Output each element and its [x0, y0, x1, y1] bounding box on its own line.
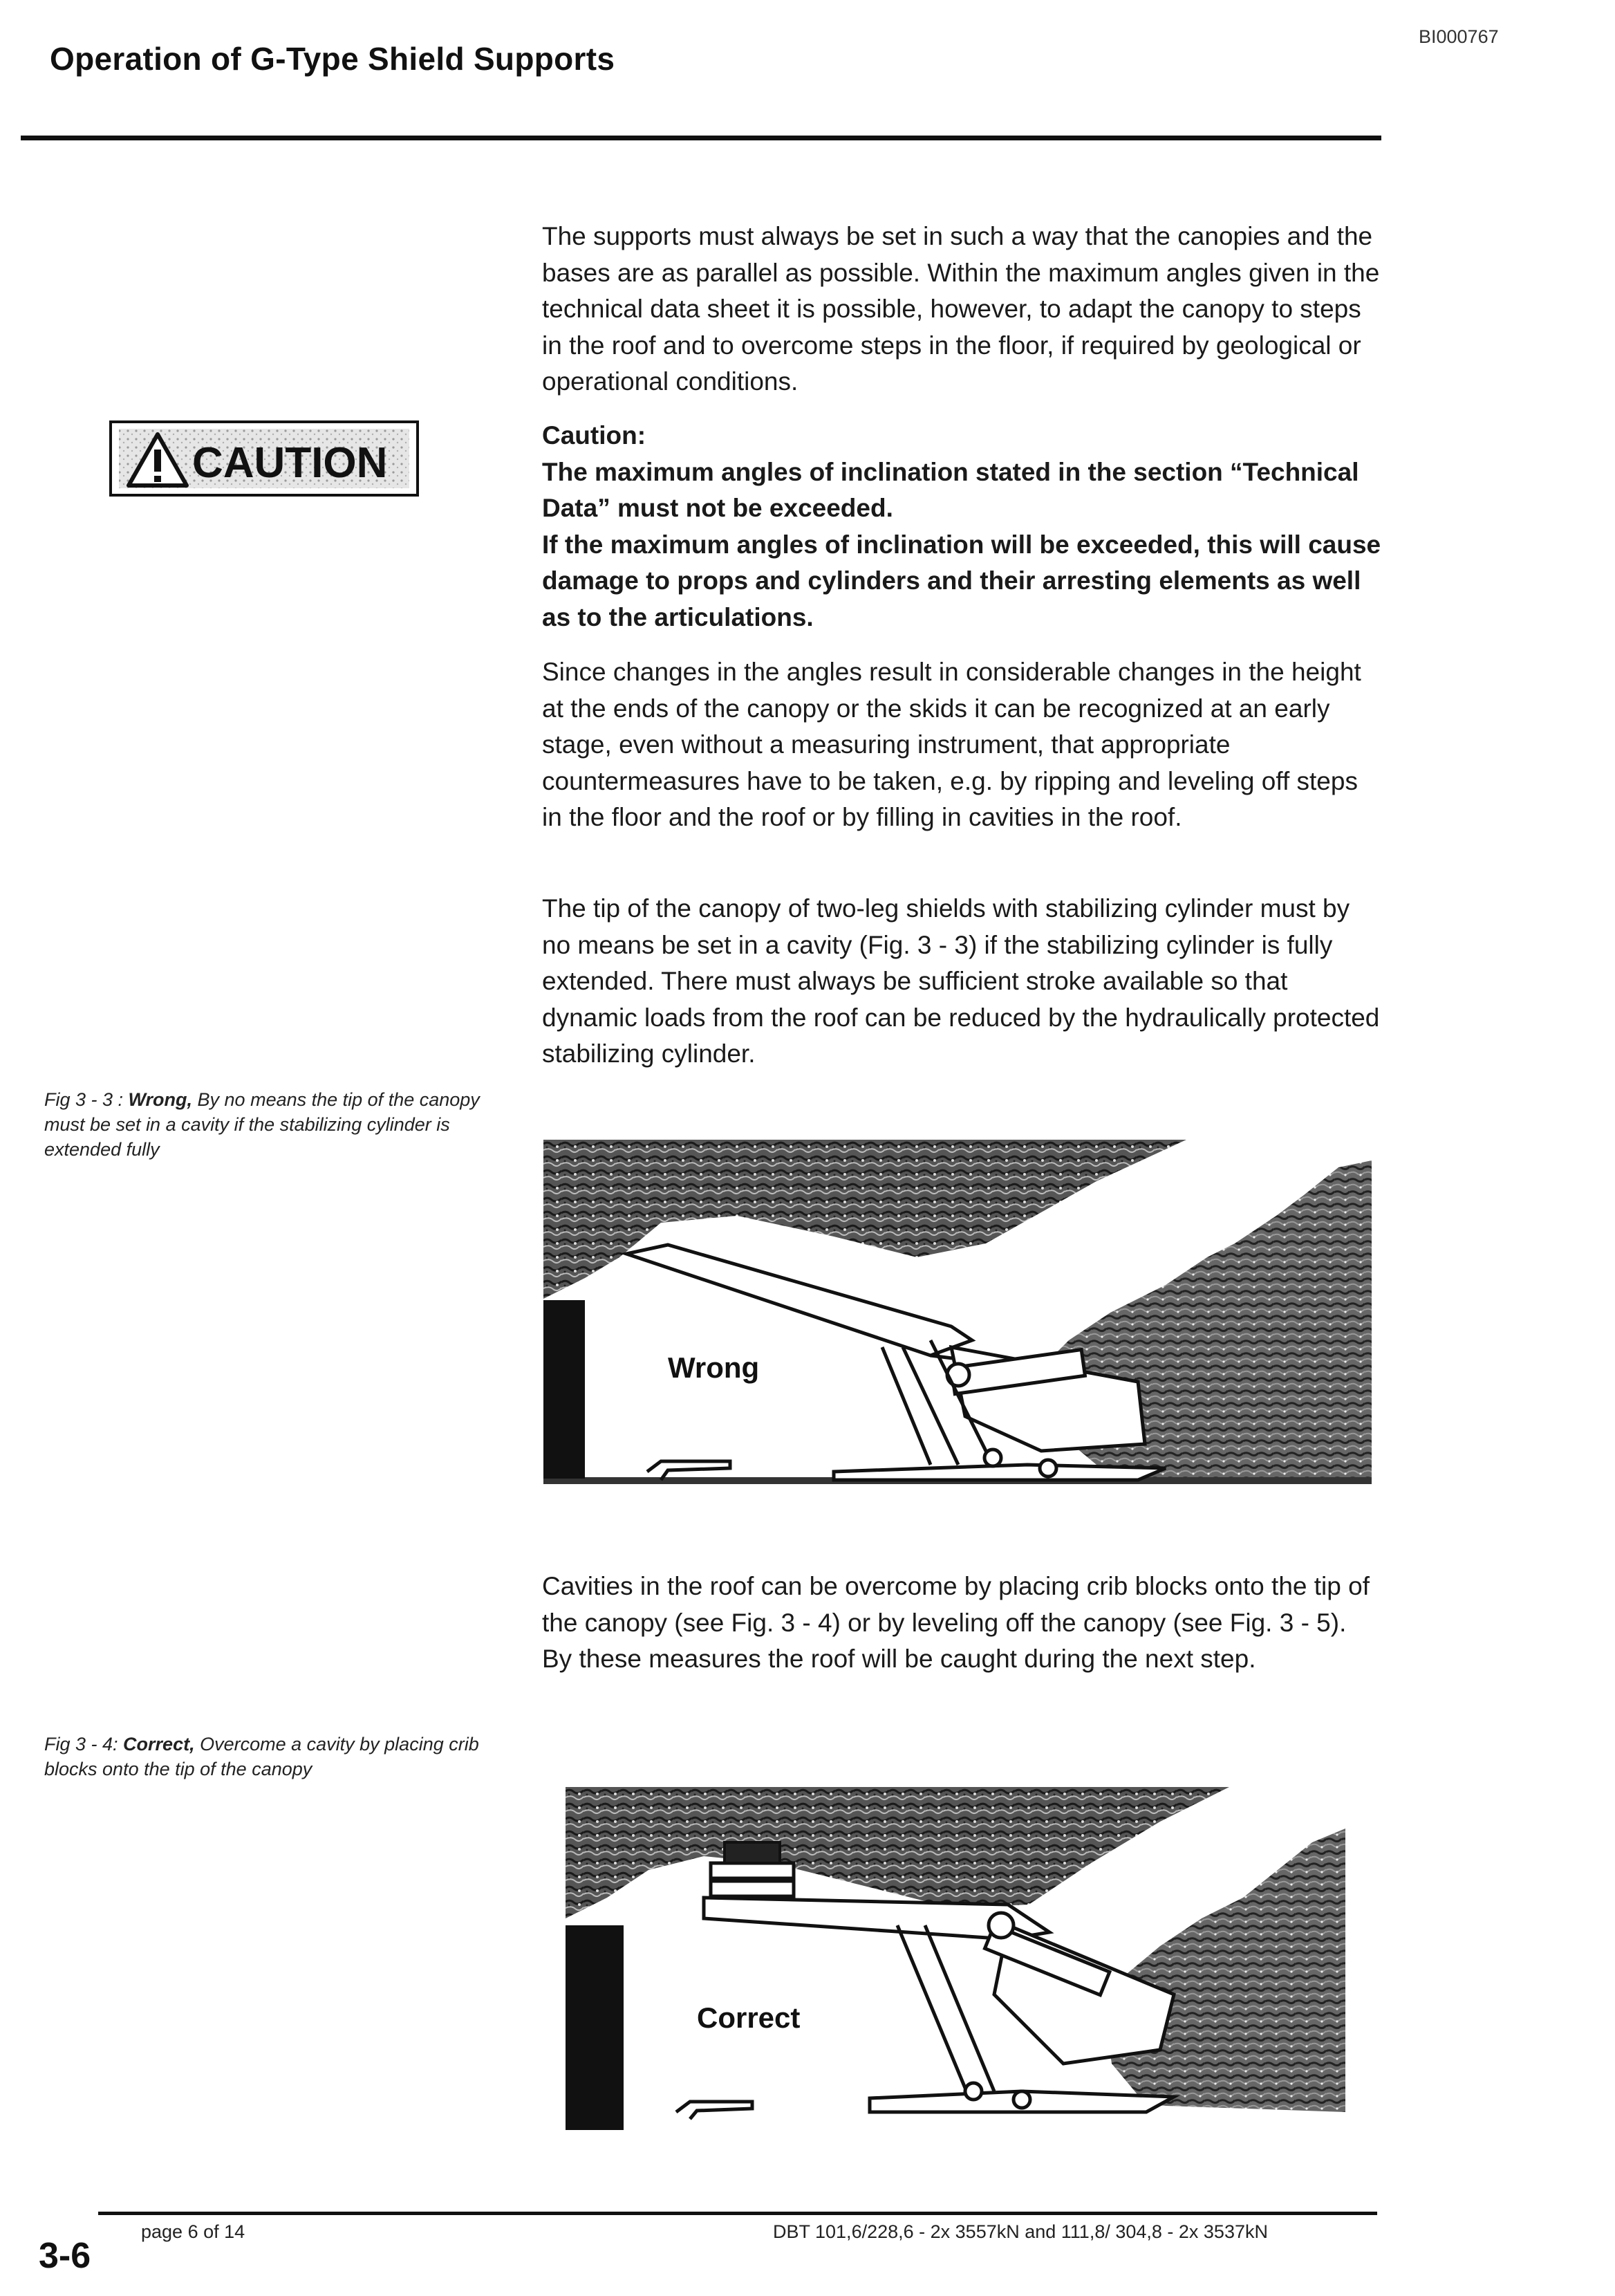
caption-prefix: Fig 3 - 3 :: [44, 1089, 129, 1110]
caption-bold: Wrong,: [128, 1089, 193, 1110]
figure-3-4-correct: [566, 1787, 1345, 2130]
caution-sign-label: CAUTION: [192, 439, 388, 487]
caution-line-angles: The maximum angles of inclination stated in the section “Technical Data” must not be exceeded.: [542, 457, 1359, 523]
figure-label-correct: Correct: [697, 2001, 801, 2034]
crib-blocks: [711, 1842, 794, 1896]
canopy: [626, 1245, 972, 1355]
caption-text: By no means the tip of the canopy must be set in a cavity if the stabilizing cylinder is extended fully: [44, 1089, 480, 1160]
caution-sign: [109, 420, 419, 497]
paragraph-canopy-tip: [542, 891, 1383, 1073]
caption-text: Overcome a cavity by placing crib blocks onto the tip of the canopy: [44, 1734, 479, 1779]
paragraph-text: The supports must always be set in such a way that the canopies and the bases are as parallel as possible. Within the maximum angles given in the technical data sheet it is possible, however, to adapt the canopy to steps in the roof and to overcome steps in the floor, if required by geological or operational conditions.: [542, 222, 1380, 396]
coal-face: [543, 1300, 585, 1479]
figure-3-3-wrong: [543, 1140, 1372, 1484]
roof-strata: [566, 1787, 1229, 1918]
page-number: page 6 of 14: [141, 2221, 245, 2242]
paragraph-text: Cavities in the roof can be overcome by placing crib blocks onto the tip of the canopy (see Fig. 3 - 4) or by leveling off the canopy (see Fig. 3 - 5). By these measures the roof will be caught during the next step.: [542, 1572, 1370, 1674]
section-number: 3-6: [39, 2236, 91, 2276]
caption-prefix: Fig 3 - 4:: [44, 1734, 124, 1755]
goaf-rubble: [1105, 1829, 1345, 2112]
caption-bold: Correct,: [123, 1734, 195, 1755]
paragraph-angle-changes: [542, 654, 1383, 836]
caution-heading: Caution:: [542, 421, 646, 450]
figure-caption-3-3: [44, 1087, 521, 1162]
page-title: Operation of G-Type Shield Supports: [50, 41, 615, 77]
figure-caption-3-4: [44, 1732, 521, 1781]
base: [834, 1465, 1166, 1480]
caution-line-damage: If the maximum angles of inclination will be exceeded, this will cause damage to props and cylinders and their arresting elements as well as to the articulations.: [542, 530, 1381, 631]
document-id: BI000767: [1419, 26, 1499, 47]
figure-label-wrong: Wrong: [668, 1351, 760, 1384]
paragraph-text: Since changes in the angles result in considerable changes in the height at the ends of the canopy or the skids it can be recognized at an early stage, even without a measuring instrument, that appropriate countermeasures have to be taken, e.g. by ripping and leveling off steps in the floor and the roof or by filling in cavities in the roof.: [542, 658, 1361, 832]
caution-notice: [542, 418, 1383, 636]
footer-rule: [98, 2212, 1377, 2215]
paragraph-text: The tip of the canopy of two-leg shields with stabilizing cylinder must by no means be set in a cavity (Fig. 3 - 3) if the stabilizing cylinder is fully extended. There must always be sufficient stroke available so that dynamic loads from the roof can be reduced by the hydraulically protected stabilizing cylinder.: [542, 894, 1380, 1068]
paragraph-parallel-setting: [542, 219, 1383, 400]
coal-face: [566, 1925, 624, 2130]
paragraph-crib-blocks: [542, 1568, 1383, 1678]
roof-strata: [543, 1140, 1186, 1299]
header-rule: [21, 136, 1381, 140]
model-designation: DBT 101,6/228,6 - 2x 3557kN and 111,8/ 304,8 - 2x 3537kN: [773, 2221, 1268, 2242]
